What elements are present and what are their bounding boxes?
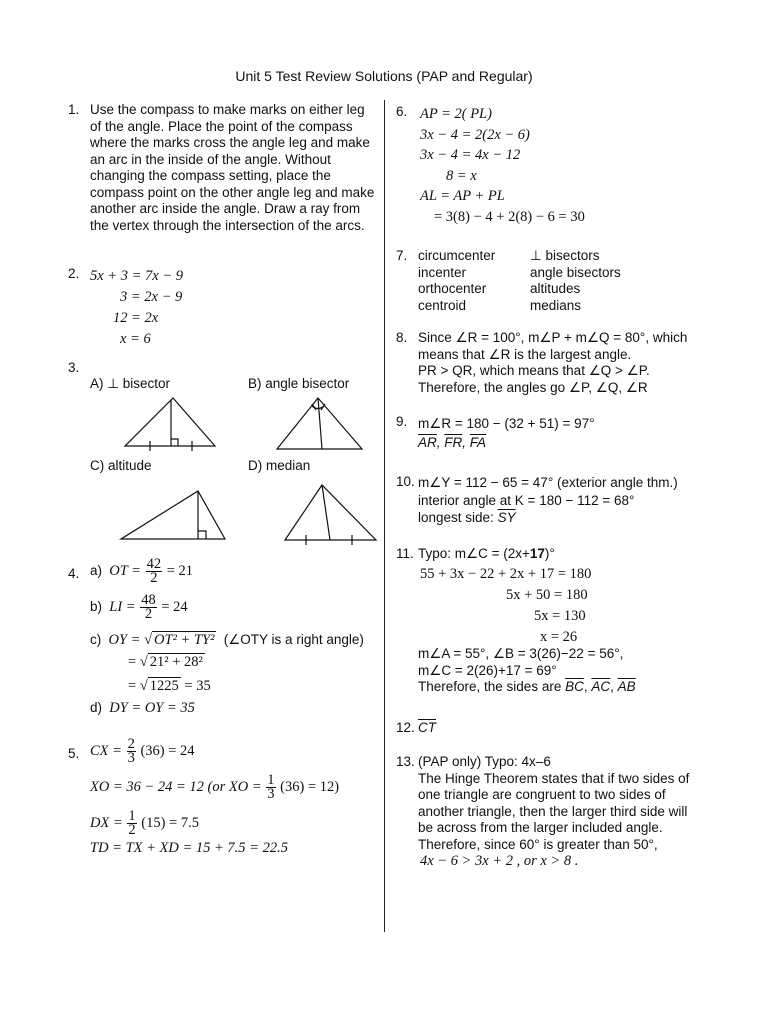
equation-rhs: = 21 [166,562,194,579]
part-label: b) [90,598,103,614]
text-line: m∠C = 2(26)+17 = 69° [418,662,557,678]
equals: = [128,654,137,670]
equation-part: XO = 36 − 24 = 12 (or XO = [90,778,262,795]
segment: $\overline{FR}$ [444,435,463,450]
equation-line: DY = OY = 35 [109,700,195,716]
problem-number: 11. [396,546,414,561]
problem-4: 4. a) OT = $\frac{42}{2}$ = 21 b) LI = $\frac{48}{2}$ = 24 c) OY = √ OT² + TY² (∠OTY is a right angle) = √ 21² + 28² = √ 1225 = 35 d) DY = OY = 35 [68,556,364,716]
text-line: Therefore, the sides are [418,679,566,694]
segment: $\overline{AC}$ [591,679,611,694]
center-name: orthocenter [418,281,487,296]
text-line: m∠A = 55°, ∠B = 3(26)−22 = 56°, [418,646,624,661]
center-definition: medians [530,297,582,313]
part-label: d) [90,700,103,715]
radical: OT² + TY² [154,632,215,648]
text-line: Since ∠R = 100°, m∠P + m∠Q = 80°, which [418,330,688,345]
problem-1-text: Use the compass to make marks on either leg of the angle. Place the point of the compass where the marks cross the angle leg and make an arc in the inside of the angle. Without changing the compass setting, place the compass point on the other angle leg and make another arc inside the angle. Draw a ray from the vertex through the intersection of the arcs. [90,102,375,233]
triangle-angle-bisector [274,394,364,454]
label-c-altitude: C) altitude [90,458,152,473]
equation-lhs: CX = [90,742,122,759]
text-line: (PAP only) Typo: 4x–6 [418,754,551,769]
equation-part: (36) = 12) [280,778,340,795]
text-line: Therefore, since 60° is greater than 50°, [418,836,658,852]
typo-text: )° [544,546,555,561]
fraction: $\frac{42}{2}$ [146,556,162,586]
text-line: longest side: [418,510,498,525]
problem-number: 6. [396,104,408,119]
separator: , [610,679,618,694]
equation-rhs: (15) = 7.5 [141,814,199,831]
text-line: Therefore, the angles go ∠P, ∠Q, ∠R [418,379,648,395]
center-definition: altitudes [530,281,581,296]
part-label: a) [90,562,103,578]
radical: 1225 [149,678,179,694]
label-d-median: D) median [248,458,311,473]
text-line: m∠Y = 112 − 65 = 47° (exterior angle thm.) [418,475,678,490]
fraction: $\frac{1}{2}$ [128,808,136,838]
center-name: incenter [418,264,467,280]
equation-line: 3x − 4 = 4x − 12 [420,147,521,163]
problem-number: 1. [68,102,80,117]
equation-line: 5x + 50 = 180 [506,587,588,603]
typo-bold: 17 [529,546,545,561]
problem-number: 12. [396,720,415,735]
equation-line: 3 = 2x − 9 [120,289,183,305]
equation-rhs: = 35 [184,678,211,694]
equals: = [128,678,137,694]
equation-rhs: (36) = 24 [140,742,195,759]
typo-text: Typo: m∠C = (2x+ [418,546,530,561]
equation-line: 3x − 4 = 2(2x − 6) [420,126,530,143]
text-line: another triangle, then the larger third side will [418,803,688,819]
equation-lhs: DX = [90,814,123,831]
fraction: $\frac{2}{3}$ [127,736,135,766]
equation-line: TD = TX + XD = 15 + 7.5 = 22.5 [90,840,288,856]
equation-line: 12 = 2x [113,310,159,326]
problem-5 [68,738,380,868]
label-b-angle-bisector: B) angle bisector [248,376,350,391]
equation-lhs: OY = [108,632,141,648]
equation-line: AP = 2( PL) [420,106,492,122]
equation-line: 5x = 130 [534,608,586,624]
triangle-median [282,482,382,544]
separator: , [462,435,470,450]
separator: , [436,435,445,450]
equation-line: = 3(8) − 4 + 2(8) − 6 = 30 [434,208,585,225]
text-line: one triangle are congruent to two sides of [418,787,666,802]
page-title: Unit 5 Test Review Solutions (PAP and Regular) [235,68,533,84]
equation-lhs: OT = [109,562,141,579]
problem-number: 9. [396,414,408,429]
triangle-altitude [118,488,228,543]
fraction: $\frac{48}{2}$ [141,592,156,622]
equation-lhs: LI = [109,598,136,615]
problem-number: 13. [396,754,415,769]
center-name: centroid [418,297,467,313]
segment: $\overline{AR}$ [418,435,437,450]
problem-number: 3. [68,360,80,375]
label-a-perpendicular-bisector: A) ⊥ bisector [90,376,171,391]
text-line: PR > QR, which means that ∠Q > ∠P. [418,363,650,378]
equation-line: x = 6 [120,331,151,347]
column-divider [384,100,385,932]
equation-line: AL = AP + PL [420,188,505,204]
text-line: The Hinge Theorem states that if two sides of [418,770,690,786]
problem-number: 8. [396,330,408,345]
center-name: circumcenter [418,248,496,263]
note: (∠OTY is a right angle) [223,632,364,647]
equation-line: x = 26 [540,629,578,645]
equation-rhs: = 24 [161,598,188,615]
text-line: interior angle at K = 180 − 112 = 68° [418,492,635,508]
center-definition: ⊥ bisectors [530,248,600,263]
text-line: be across from the larger included angle. [418,820,663,835]
segment: $\overline{SY}$ [497,510,516,525]
segment: $\overline{FA}$ [469,435,487,450]
segment: $\overline{AB}$ [617,679,636,694]
problem-number: 7. [396,248,408,263]
inequality-line: 4x − 6 > 3x + 2 , or x > 8 . [420,853,579,869]
radical: 21² + 28² [149,654,203,670]
equation-line: 8 = x [446,167,477,184]
segment: $\overline{CT}$ [418,720,436,735]
part-label: c) [90,632,102,647]
text-line: means that ∠R is the largest angle. [418,346,632,362]
center-definition: angle bisectors [530,264,621,280]
fraction: $\frac{1}{3}$ [267,772,275,802]
equation-line: 55 + 3x − 22 + 2x + 17 = 180 [420,566,592,582]
problem-number: 10. [396,474,415,489]
separator: , [583,679,592,694]
text-line: m∠R = 180 − (32 + 51) = 97° [418,416,595,431]
problem-number: 2. [68,266,80,281]
triangle-perpendicular-bisector [120,394,220,454]
equation-line: 5x + 3 = 7x − 9 [90,268,183,284]
problem-number: 4. [68,566,80,581]
problem-number: 5. [68,746,80,761]
segment: $\overline{BC}$ [565,679,584,694]
